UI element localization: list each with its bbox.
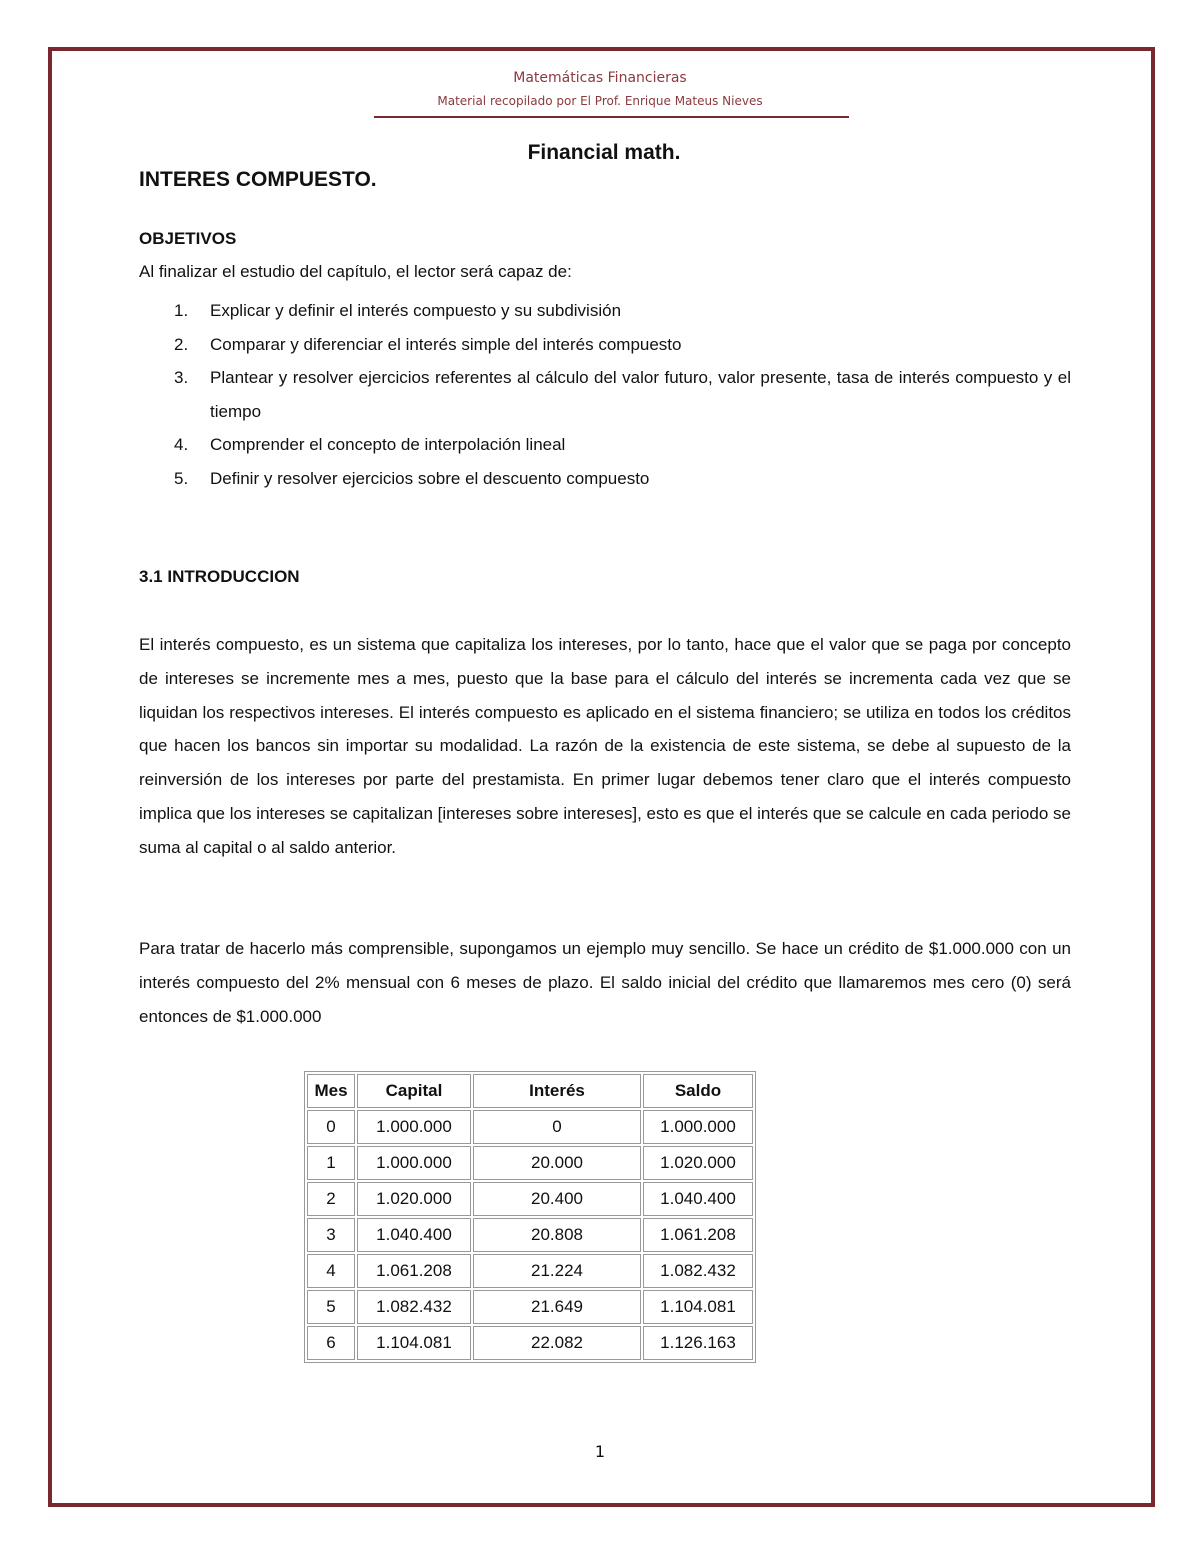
column-header-capital: Capital [357,1074,471,1108]
list-item [139,428,1071,462]
list-item-number: 2. [174,334,189,354]
list-item [139,328,1071,362]
table-cell: 20.400 [473,1182,641,1216]
page-number: 1 [594,1442,606,1461]
table-row [307,1326,753,1360]
list-item-text: Plantear y resolver ejercicios referentes al cálculo del valor futuro, valor presente, tasa de interés compuesto y el tiempo [210,368,1071,421]
list-item [139,294,1071,328]
table-cell: 20.808 [473,1218,641,1252]
intro-paragraph-2: Para tratar de hacerlo más comprensible, supongamos un ejemplo muy sencillo. Se hace un crédito de $1.000.000 con un interés compuesto del 2% mensual con 6 meses de plazo. El saldo inicial del crédito que llamaremos mes cero (0) será entonces de $1.000.000 [139,939,1071,1026]
table-cell: 0 [473,1110,641,1144]
table-cell: 1.082.432 [357,1290,471,1324]
column-header-interes: Interés [473,1074,641,1108]
column-header-saldo: Saldo [643,1074,753,1108]
table-cell: 1.061.208 [643,1218,753,1252]
table-cell: 1.061.208 [357,1254,471,1288]
column-header-mes: Mes [307,1074,355,1108]
list-item-text: Comparar y diferenciar el interés simple del interés compuesto [210,334,682,354]
table-cell: 1 [307,1146,355,1180]
table-cell: 22.082 [473,1326,641,1360]
table-cell: 21.649 [473,1290,641,1324]
list-item-number: 4. [174,435,189,454]
table-cell: 1.000.000 [643,1110,753,1144]
header-subtitle: Material recopilado por El Prof. Enrique Mateus Nieves [437,94,763,108]
table-row [307,1110,753,1144]
table-cell: 1.000.000 [357,1110,471,1144]
objectives-intro: Al finalizar el estudio del capítulo, el lector será capaz de: [139,262,572,281]
table-cell: 6 [307,1326,355,1360]
header-rule [374,116,849,118]
list-item-text: Definir y resolver ejercicios sobre el descuento compuesto [210,468,650,488]
table-row [307,1218,753,1252]
list-item-number: 5. [174,468,189,488]
table-cell: 1.126.163 [643,1326,753,1360]
section-heading: 3.1 INTRODUCCION [139,567,300,586]
list-item-text: Explicar y definir el interés compuesto y su subdivisión [210,301,622,320]
table-cell: 1.104.081 [357,1326,471,1360]
table-cell: 1.000.000 [357,1146,471,1180]
table-row [307,1290,753,1324]
table-cell: 1.104.081 [643,1290,753,1324]
table-cell: 3 [307,1218,355,1252]
table-header-row [307,1074,753,1108]
table-cell: 21.224 [473,1254,641,1288]
table-row [307,1254,753,1288]
table-row [307,1182,753,1216]
table-cell: 5 [307,1290,355,1324]
list-item-number: 3. [174,368,189,387]
banner-title: Financial math. [527,141,681,164]
table-cell: 4 [307,1254,355,1288]
table-cell: 2 [307,1182,355,1216]
table-cell: 20.000 [473,1146,641,1180]
list-item-text: Comprender el concepto de interpolación lineal [210,435,566,454]
list-item [139,361,1071,428]
list-item [139,462,1071,496]
table-cell: 1.020.000 [357,1182,471,1216]
table-cell: 1.040.400 [357,1218,471,1252]
table-cell: 0 [307,1110,355,1144]
table-cell: 1.082.432 [643,1254,753,1288]
header-title: Matemáticas Financieras [513,70,687,86]
objectives-list [139,294,1071,495]
table-row [307,1146,753,1180]
list-item-number: 1. [174,301,189,320]
interest-table [304,1071,756,1363]
table-cell: 1.020.000 [643,1146,753,1180]
intro-paragraph-1: El interés compuesto, es un sistema que capitaliza los intereses, por lo tanto, hace que el valor que se paga por concepto de intereses se incremente mes a mes, puesto que la base para el cálculo del interés se incrementa cada vez que se liquidan los respectivos intereses. El interés compuesto es aplicado en el sistema financiero; se utiliza en todos los créditos que hacen los bancos sin importar su modalidad. La razón de la existencia de este sistema, se debe al supuesto de la reinversión de los intereses por parte del prestamista. En primer lugar debemos tener claro que el interés compuesto implica que los intereses se capitalizan [intereses sobre intereses], esto es que el interés que se calcule en cada periodo se suma al capital o al saldo anterior. [139,635,1071,857]
objectives-heading: OBJETIVOS [139,229,237,248]
document-title: INTERES COMPUESTO. [139,168,377,191]
table-cell: 1.040.400 [643,1182,753,1216]
